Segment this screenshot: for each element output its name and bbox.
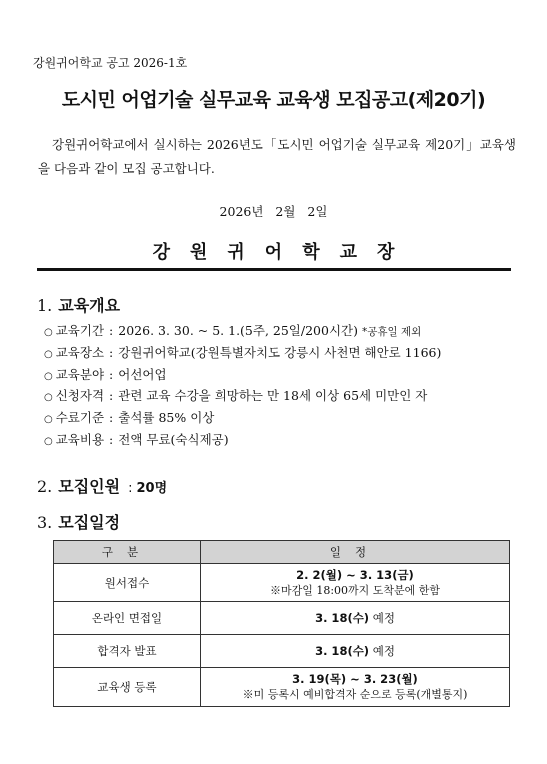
- row-date: 3. 18(수): [315, 644, 370, 658]
- column-header: 일정: [201, 541, 510, 564]
- doc-number: 강원귀어학교 공고 2026-1호: [33, 56, 188, 70]
- section-schedule-heading: [37, 510, 120, 533]
- list-item: ○ 신청자격 : 관련 교육 수강을 희망하는 만 18세 이상 65세 미만인 자: [44, 385, 514, 407]
- circle-bullet-icon: ○: [44, 392, 53, 404]
- row-date: 2. 2(월) ~ 3. 13(금): [296, 567, 414, 582]
- issuer: 강원귀어학교장: [152, 242, 415, 263]
- row-note: ※미 등록시 예비합격자 순으로 등록(개별통지): [242, 688, 468, 701]
- item-label: 신청자격: [55, 388, 105, 404]
- row-label: 원서접수: [54, 564, 201, 602]
- row-schedule: [201, 564, 510, 602]
- list-item: ○ 교육장소 : 강원귀어학교(강원특별자치도 강릉시 사천면 해안로 1166): [44, 342, 514, 364]
- recruitment-count: 20명: [136, 481, 168, 496]
- table-row: [54, 668, 510, 707]
- table-row: [54, 564, 510, 602]
- row-date-suffix: 예정: [369, 644, 395, 658]
- section-title: 모집인원: [58, 477, 121, 496]
- circle-bullet-icon: ○: [44, 435, 53, 447]
- item-value: 강원귀어학교(강원특별자치도 강릉시 사천면 해안로 1166): [118, 344, 442, 360]
- circle-bullet-icon: ○: [44, 414, 53, 426]
- item-value: 어선어업: [118, 366, 167, 382]
- section-number: 1.: [37, 296, 53, 315]
- list-item: ○ 수료기준 : 출석률 85% 이상: [44, 407, 514, 429]
- section-title: 교육개요: [58, 296, 121, 315]
- section-number: 3.: [37, 513, 53, 532]
- item-value: 2026. 3. 30. ~ 5. 1.(5주, 25일/200시간): [118, 323, 358, 338]
- section-number: 2.: [37, 477, 53, 496]
- circle-bullet-icon: ○: [44, 370, 53, 382]
- announcement-date: 2026년 2월 2일: [219, 204, 328, 219]
- intro-paragraph: 강원귀어학교에서 실시하는 2026년도「도시민 어업기술 실무교육 제20기」교육생을 다음과 같이 모집 공고합니다.: [38, 137, 516, 176]
- row-schedule: [201, 668, 510, 707]
- circle-bullet-icon: ○: [44, 327, 53, 338]
- header-divider: [37, 268, 511, 271]
- overview-list: [44, 320, 514, 451]
- row-schedule: [201, 602, 510, 635]
- row-label: 합격자 발표: [54, 635, 201, 668]
- row-note: ※마감일 18:00까지 도착분에 한함: [269, 583, 441, 597]
- section-title: 모집일정: [58, 513, 121, 532]
- table-row: [54, 635, 510, 668]
- item-label: 수료기준: [55, 410, 105, 426]
- item-label: 교육기간: [55, 323, 105, 338]
- table-header-row: [54, 541, 510, 564]
- item-value: 관련 교육 수강을 희망하는 만 18세 이상 65세 미만인 자: [118, 388, 428, 404]
- page-title: 도시민 어업기술 실무교육 교육생 모집공고(제20기): [61, 89, 486, 111]
- item-label: 교육장소: [55, 344, 105, 360]
- row-schedule: [201, 635, 510, 668]
- item-value: 전액 무료(숙식제공): [118, 431, 229, 447]
- section-recruitment-heading: 2. 모집인원 : 20명: [37, 477, 168, 496]
- item-note: *공휴일 제외: [361, 326, 422, 338]
- item-label: 교육분야: [55, 366, 105, 382]
- row-label: 교육생 등록: [54, 668, 201, 707]
- item-value: 출석률 85% 이상: [118, 410, 215, 426]
- column-header: 구분: [54, 541, 201, 564]
- row-date-suffix: 예정: [369, 611, 395, 625]
- schedule-table: [53, 540, 510, 707]
- list-item: ○ 교육비용 : 전액 무료(숙식제공): [44, 429, 514, 451]
- table-row: [54, 602, 510, 635]
- row-date: 3. 19(목) ~ 3. 23(월): [292, 672, 418, 686]
- list-item: ○ 교육분야 : 어선어업: [44, 364, 514, 386]
- item-label: 교육비용: [55, 431, 105, 447]
- list-item: ○ 교육기간 : 2026. 3. 30. ~ 5. 1.(5주, 25일/200시간) *공휴일 제외: [44, 320, 514, 342]
- circle-bullet-icon: ○: [44, 348, 53, 360]
- section-overview-heading: [37, 293, 120, 316]
- row-date: 3. 18(수): [315, 611, 370, 625]
- row-label: 온라인 면접일: [54, 602, 201, 635]
